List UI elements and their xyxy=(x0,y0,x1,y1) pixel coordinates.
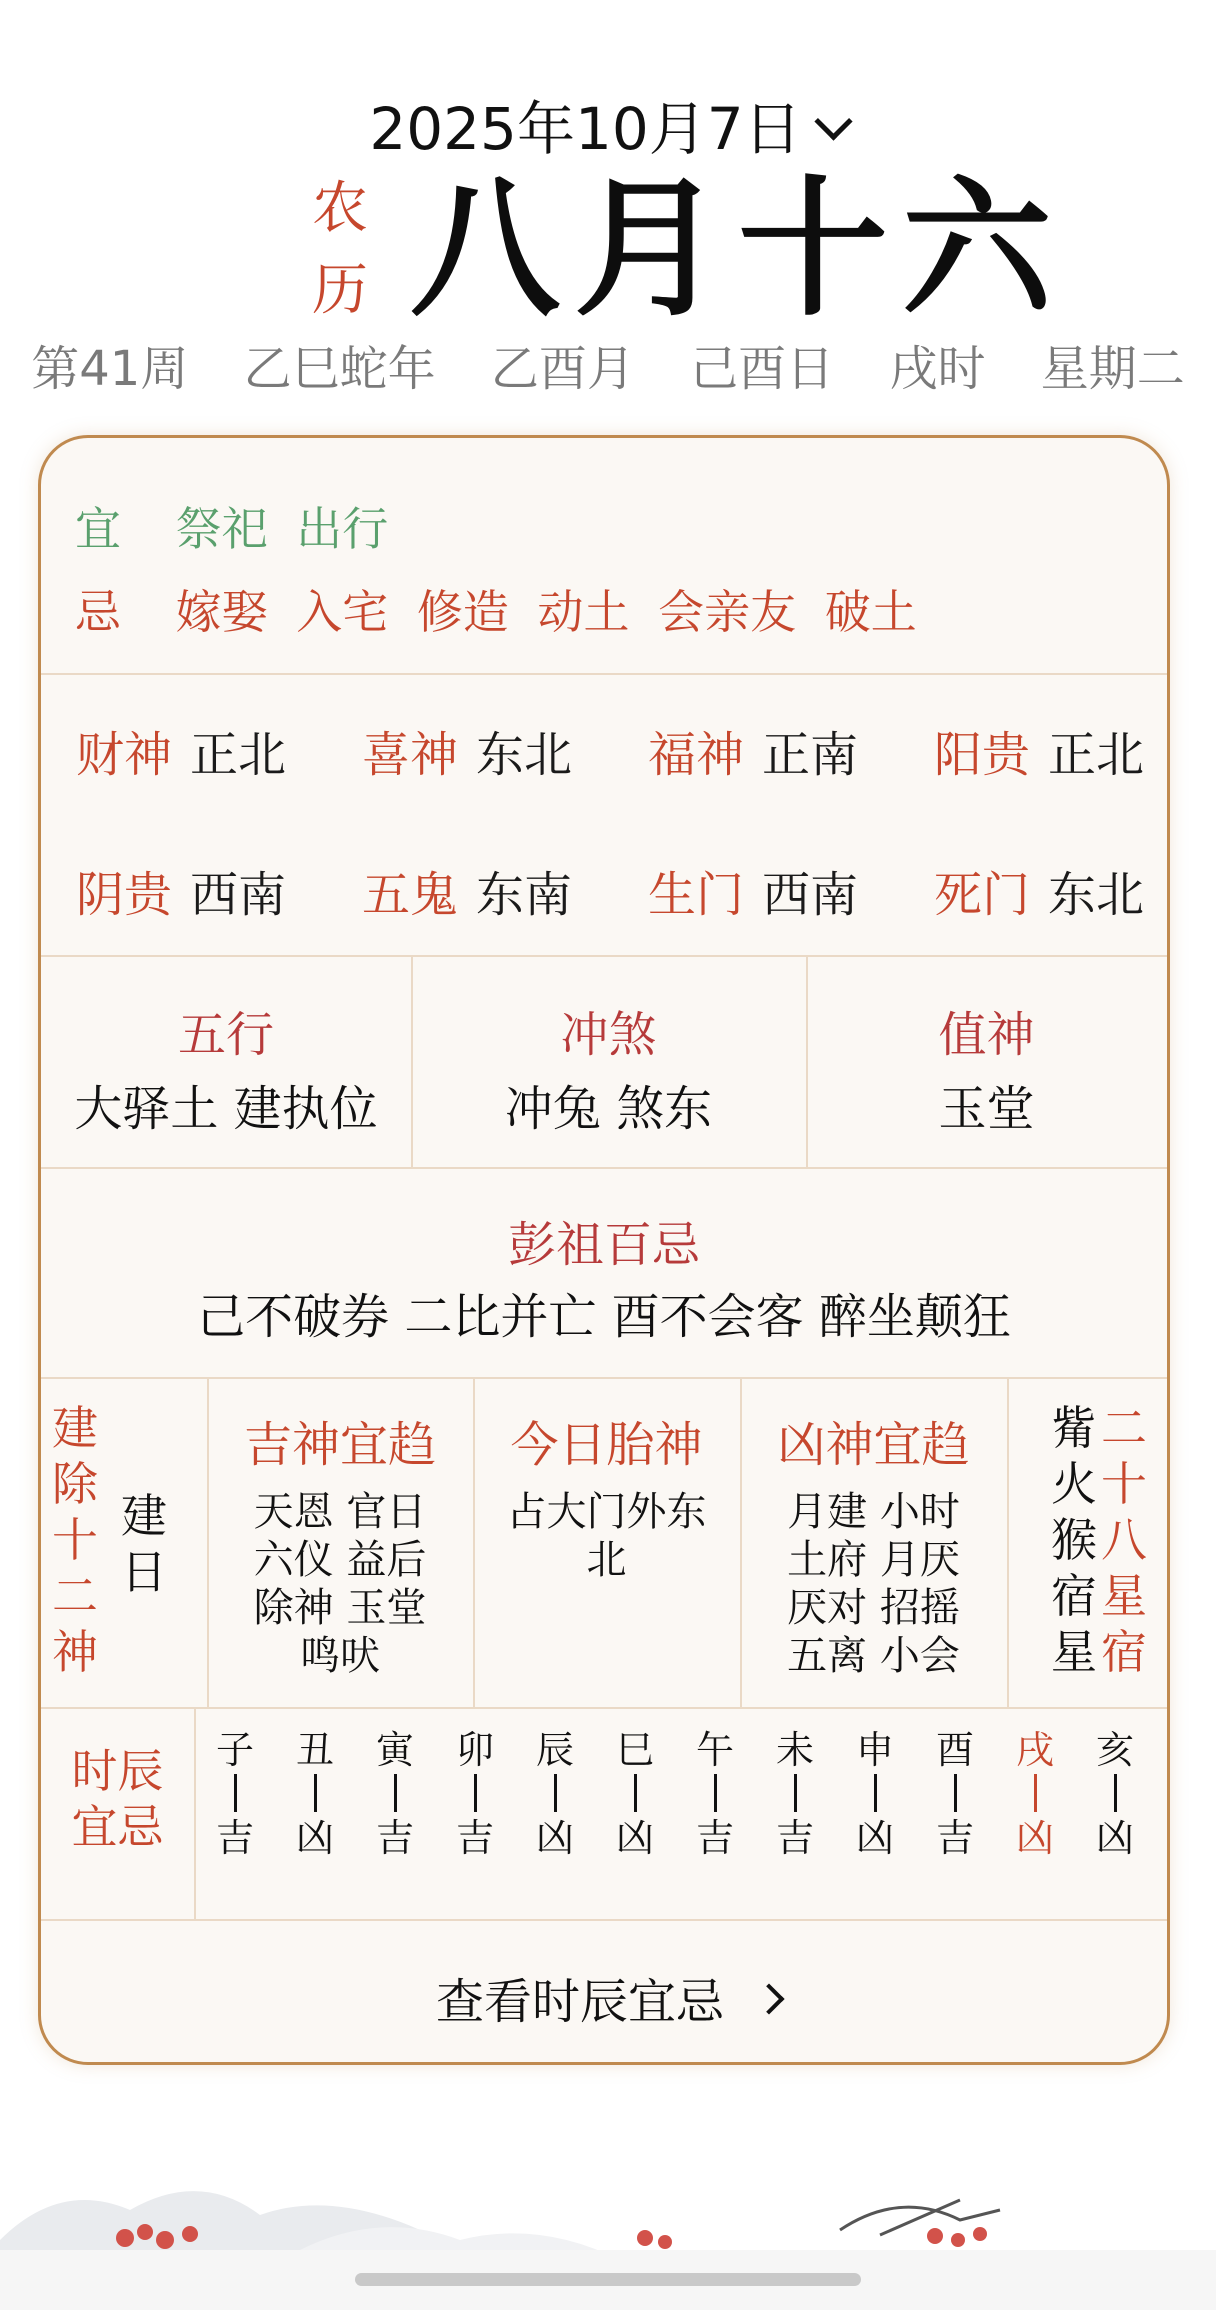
hour-ganzhi: 戌时 xyxy=(889,341,986,397)
jishen-title: 吉神宜趋 xyxy=(243,1417,436,1473)
jianchu-label: 建 除 十 二 神 xyxy=(52,1401,98,1679)
divider xyxy=(41,1919,1167,1921)
date-selector[interactable] xyxy=(0,82,1216,166)
pengzu-value: 己不破券 二比并亡 酉不会客 醉坐颠狂 xyxy=(197,1289,1011,1345)
yi-label: 宜 xyxy=(75,502,121,556)
god-item: 阳贵 正北 xyxy=(934,727,1145,783)
god-item: 阴贵 西南 xyxy=(76,867,287,923)
xiongshen-list: 月建 小时 土府 月厌 厌对 招摇 五离 小会 xyxy=(787,1489,960,1679)
month-ganzhi: 乙酉月 xyxy=(490,341,635,397)
yi-item: 出行 xyxy=(296,502,389,556)
hour-cell-hai[interactable]: 亥 凶 xyxy=(1095,1728,1134,1860)
chevron-right-icon xyxy=(753,1983,784,2014)
hour-cell-chen[interactable]: 辰 凶 xyxy=(535,1728,574,1860)
divider xyxy=(41,1167,1167,1169)
ji-item: 嫁娶 xyxy=(175,585,268,639)
day-ganzhi: 己酉日 xyxy=(690,341,835,397)
hour-cell-wei[interactable]: 未 吉 xyxy=(775,1728,814,1860)
hour-cell-yin[interactable]: 寅 吉 xyxy=(375,1728,414,1860)
pengzu-title: 彭祖百忌 xyxy=(507,1217,700,1273)
hour-cell-wu[interactable]: 午 吉 xyxy=(695,1728,734,1860)
taishen-list: 占大门外东 北 xyxy=(506,1489,707,1583)
ji-item: 入宅 xyxy=(296,585,389,639)
ji-row xyxy=(75,576,931,642)
hour-cell-mao[interactable]: 卯 吉 xyxy=(455,1728,494,1860)
view-hours-label: 查看时辰宜忌 xyxy=(435,1974,724,2030)
hour-cell-si[interactable]: 巳 凶 xyxy=(615,1728,654,1860)
hour-cell-you[interactable]: 酉 吉 xyxy=(935,1728,974,1860)
divider xyxy=(41,1707,1167,1709)
god-item: 死门 东北 xyxy=(934,867,1145,923)
jianchu-value: 建 日 xyxy=(121,1489,167,1599)
god-item: 生门 西南 xyxy=(648,867,859,923)
xingxiu-label: 二 十 八 星 宿 xyxy=(1101,1401,1147,1679)
wuxing-value: 大驿土 建执位 xyxy=(74,1081,378,1137)
ji-label: 忌 xyxy=(75,585,121,639)
god-item: 福神 正南 xyxy=(648,727,859,783)
zhishen-title: 值神 xyxy=(938,1007,1035,1063)
lunar-date: 八月十六 xyxy=(410,163,1067,337)
hour-cell-chou[interactable]: 丑 凶 xyxy=(295,1728,334,1860)
xiongshen-title: 凶神宜趋 xyxy=(777,1417,970,1473)
yi-item: 祭祀 xyxy=(175,502,268,556)
ji-item: 修造 xyxy=(416,585,509,639)
home-indicator[interactable] xyxy=(355,2273,861,2286)
date-info-row xyxy=(0,330,1216,399)
chongsha-title: 冲煞 xyxy=(560,1007,657,1063)
lunar-tag: 农 历 xyxy=(312,176,368,323)
god-item: 五鬼 东南 xyxy=(362,867,573,923)
shichen-label: 时辰 宜忌 xyxy=(71,1744,164,1854)
xingxiu-value: 觜 火 猴 宿 星 xyxy=(1051,1401,1097,1679)
chevron-down-icon xyxy=(814,102,852,140)
zhishen-value: 玉堂 xyxy=(938,1081,1035,1137)
ji-item: 动土 xyxy=(537,585,630,639)
jishen-list: 天恩 官日 六仪 益后 除神 玉堂 鸣吠 xyxy=(253,1489,427,1679)
date-label: 2025年10月7日 xyxy=(369,95,802,163)
god-item: 财神 正北 xyxy=(76,727,287,783)
divider xyxy=(41,1377,1167,1379)
ji-item: 破土 xyxy=(824,585,917,639)
hour-cell-zi[interactable]: 子 吉 xyxy=(215,1728,254,1860)
view-hours-button[interactable] xyxy=(0,1963,1216,2032)
weekday: 星期二 xyxy=(1040,341,1185,397)
yi-row xyxy=(75,493,402,559)
week-number: 第41周 xyxy=(31,341,189,397)
hour-cell-shen[interactable]: 申 凶 xyxy=(855,1728,894,1860)
hour-cell-xu-current[interactable]: 戌 凶 xyxy=(1015,1728,1054,1860)
ji-item: 会亲友 xyxy=(658,585,797,639)
god-item: 喜神 东北 xyxy=(362,727,573,783)
year-ganzhi: 乙巳蛇年 xyxy=(243,341,436,397)
divider xyxy=(41,955,1167,957)
taishen-title: 今日胎神 xyxy=(510,1417,703,1473)
divider xyxy=(41,673,1167,675)
chongsha-value: 冲兔 煞东 xyxy=(504,1081,713,1137)
wuxing-title: 五行 xyxy=(177,1007,274,1063)
